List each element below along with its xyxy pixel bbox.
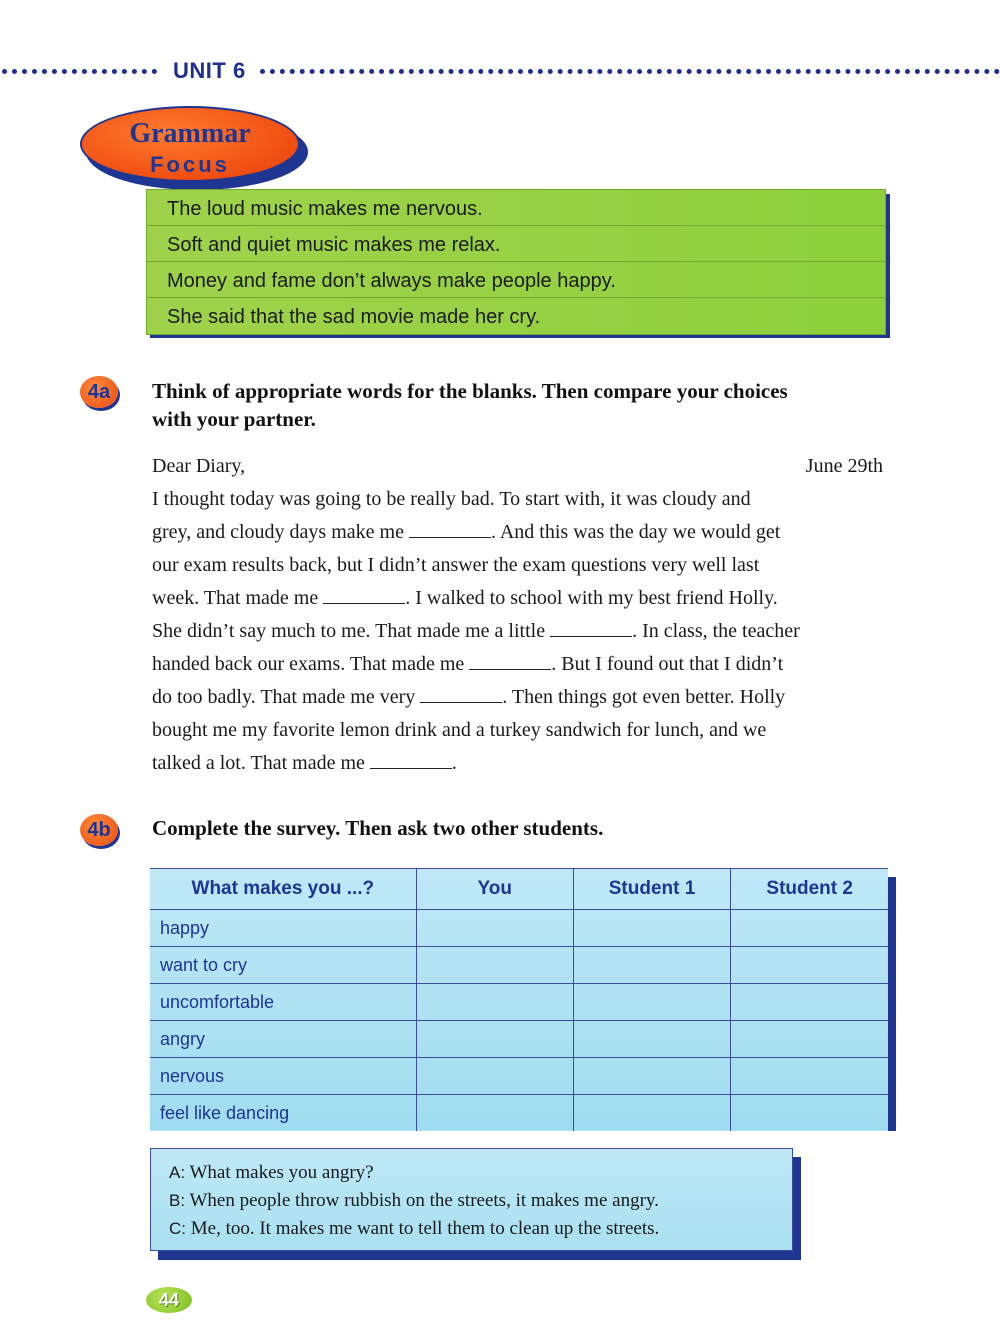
diary-line (152, 747, 887, 780)
diary-date: June 29th (805, 455, 883, 477)
column-header: You (416, 869, 573, 910)
table-row (150, 1058, 888, 1095)
diary-line (152, 681, 887, 714)
diary-text: . And this was the day we would get (490, 521, 781, 543)
dialogue-text: When people throw rubbish on the streets, it makes me angry. (189, 1190, 659, 1211)
unit-label: UNIT 6 (173, 58, 246, 83)
diary-line (152, 582, 887, 615)
answer-cell[interactable] (731, 1058, 888, 1095)
blank-line[interactable] (469, 651, 551, 670)
diary-text: do too badly. That made me very (152, 686, 421, 708)
dialogue-box (150, 1148, 793, 1251)
answer-cell[interactable] (573, 1021, 731, 1058)
exercise-4a-instruction (152, 377, 892, 433)
dialogue-line (169, 1187, 792, 1215)
diary-text: She didn’t say much to me. That made me a little (152, 620, 551, 642)
answer-cell[interactable] (416, 1058, 573, 1095)
grammar-sentence: The loud music makes me nervous. (147, 190, 885, 226)
grammar-sentence: Money and fame don’t always make people happy. (147, 262, 885, 298)
table-row (150, 984, 888, 1021)
diary-entry (152, 450, 887, 780)
row-label: feel like dancing (150, 1095, 416, 1132)
diary-salutation: Dear Diary, (152, 455, 246, 477)
diary-text: . But I found out that I didn’t (551, 653, 784, 675)
diary-text: our exam results back, but I didn’t answer the exam questions very well last (152, 554, 760, 576)
instruction-line: Think of appropriate words for the blanks. Then compare your choices (152, 379, 788, 403)
column-header: Student 2 (731, 869, 888, 910)
row-label: uncomfortable (150, 984, 416, 1021)
row-label: happy (150, 910, 416, 947)
row-label: angry (150, 1021, 416, 1058)
dialogue-text: Me, too. It makes me want to tell them to clean up the streets. (190, 1218, 660, 1239)
exercise-number-4b: 4b (80, 814, 118, 846)
speaker-label: B: (169, 1191, 186, 1210)
column-header: What makes you ...? (150, 869, 416, 910)
diary-line (152, 516, 887, 549)
answer-cell[interactable] (731, 1021, 888, 1058)
answer-cell[interactable] (416, 947, 573, 984)
answer-cell[interactable] (731, 1095, 888, 1132)
diary-line (152, 615, 887, 648)
diary-line (152, 714, 887, 747)
exercise-4b-instruction: Complete the survey. Then ask two other students. (152, 816, 604, 840)
survey-table (150, 868, 888, 1131)
answer-cell[interactable] (731, 947, 888, 984)
answer-cell[interactable] (573, 1095, 731, 1132)
dialogue-line (169, 1215, 792, 1243)
answer-cell[interactable] (416, 910, 573, 947)
dotted-rule-right (260, 69, 1000, 74)
diary-text: . I walked to school with my best friend Holly. (405, 587, 778, 609)
blank-line[interactable] (550, 618, 632, 637)
answer-cell[interactable] (573, 984, 731, 1021)
grammar-focus-badge (80, 106, 300, 182)
badge-title: Grammar (129, 118, 251, 149)
diary-text: . Then things got even better. Holly (502, 686, 786, 708)
exercise-number-4a: 4a (80, 376, 118, 408)
grammar-sentence: Soft and quiet music makes me relax. (147, 226, 885, 262)
diary-heading (152, 450, 887, 483)
diary-line (152, 549, 887, 582)
instruction-line: with your partner. (152, 407, 316, 431)
row-label: want to cry (150, 947, 416, 984)
blank-line[interactable] (323, 585, 405, 604)
blank-line[interactable] (420, 684, 502, 703)
grammar-sentence: She said that the sad movie made her cry. (167, 306, 541, 328)
diary-text: bought me my favorite lemon drink and a turkey sandwich for lunch, and we (152, 719, 767, 741)
column-header: Student 1 (573, 869, 731, 910)
answer-cell[interactable] (573, 1058, 731, 1095)
answer-cell[interactable] (573, 910, 731, 947)
table-row (150, 1095, 888, 1132)
diary-text: grey, and cloudy days make me (152, 521, 409, 543)
dialogue-text: What makes you angry? (189, 1162, 374, 1183)
dialogue-line (169, 1159, 792, 1187)
table-row (150, 947, 888, 984)
speaker-label: A: (169, 1163, 186, 1182)
diary-text: handed back our exams. That made me (152, 653, 470, 675)
answer-cell[interactable] (731, 984, 888, 1021)
diary-text: talked a lot. That made me (152, 752, 370, 774)
grammar-box (146, 189, 886, 335)
diary-line (152, 648, 887, 681)
dotted-rule-left (2, 69, 157, 74)
diary-text: . (451, 752, 457, 774)
answer-cell[interactable] (416, 1021, 573, 1058)
page-number: 44 (146, 1287, 192, 1313)
answer-cell[interactable] (731, 910, 888, 947)
table-row (150, 910, 888, 947)
blank-line[interactable] (409, 519, 491, 538)
speaker-label: C: (169, 1219, 186, 1238)
answer-cell[interactable] (416, 1095, 573, 1132)
answer-cell[interactable] (573, 947, 731, 984)
answer-cell[interactable] (416, 984, 573, 1021)
diary-text: I thought today was going to be really bad. To start with, it was cloudy and (152, 488, 751, 510)
blank-line[interactable] (370, 750, 452, 769)
badge-subtitle: Focus (150, 152, 230, 177)
table-row (150, 1021, 888, 1058)
row-label: nervous (150, 1058, 416, 1095)
table-header-row (150, 869, 888, 910)
unit-header (0, 58, 1000, 86)
diary-text: . In class, the teacher (632, 620, 800, 642)
diary-line (152, 483, 887, 516)
diary-text: week. That made me (152, 587, 324, 609)
